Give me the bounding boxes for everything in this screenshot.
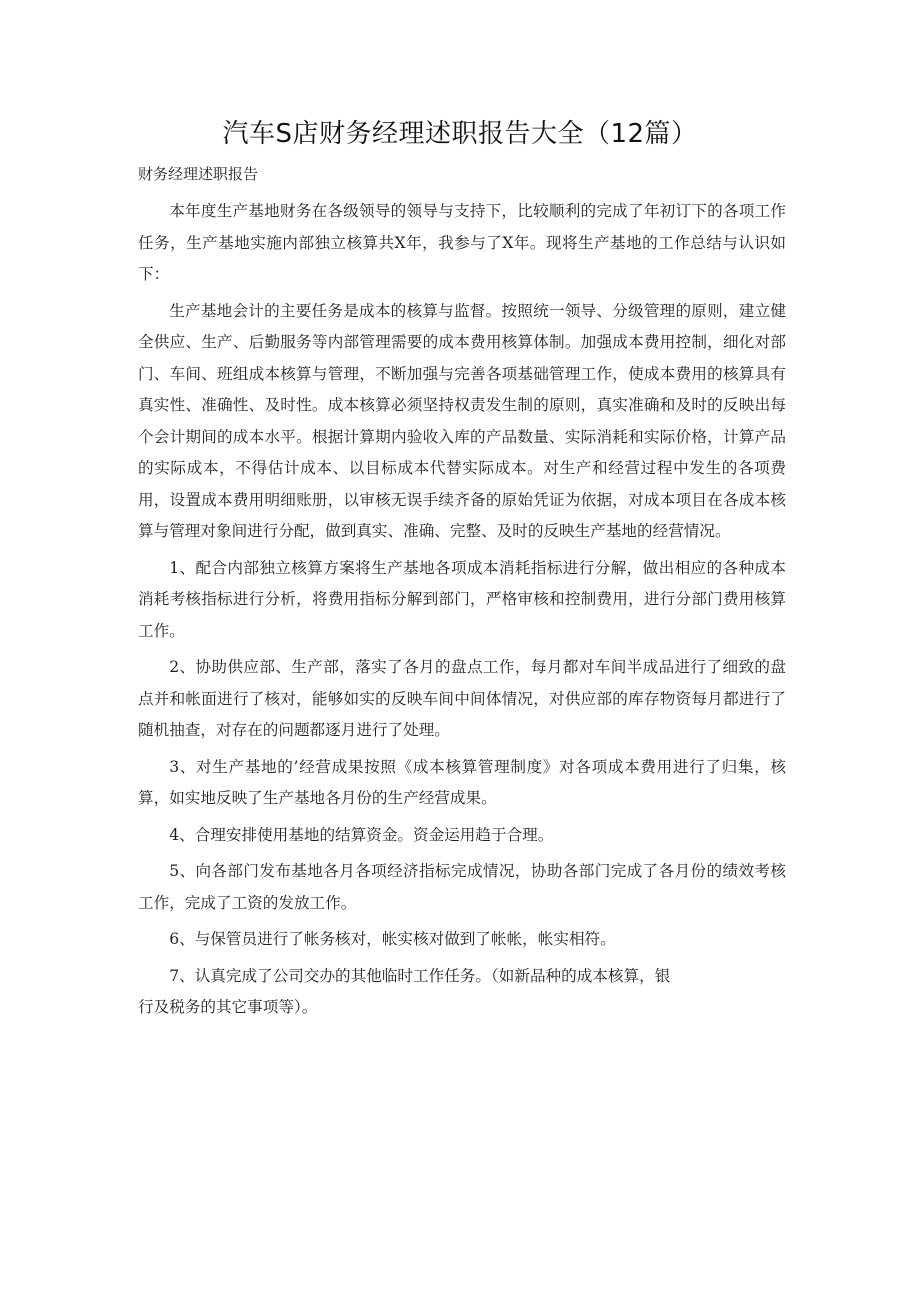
paragraph-item-4: 4、合理安排使用基地的结算资金。资金运用趋于合理。 <box>169 825 554 844</box>
paragraph-item-6: 6、与保管员进行了帐务核对，帐实核对做到了帐帐，帐实相符。 <box>169 930 616 948</box>
document-title: 汽车S店财务经理述职报告大全（12篇） <box>222 119 698 149</box>
paragraph-item-3: 3、对生产基地的’经营成果按照《成本核算管理制度》对各项成本费用进行了归集，核算，如实地反映了生产基地各月份的生产经营成果。 <box>138 757 786 807</box>
document-subtitle: 财务经理述职报告 <box>138 165 259 183</box>
document-body <box>138 196 786 1029</box>
paragraph-item-2: 2、协助供应部、生产部，落实了各月的盘点工作，每月都对车间半成品进行了细致的盘点并和帐面进行了核对，能够如实的反映车间中间体情况，对供应部的库存物资每月都进行了随机抽查，对存在的问题都逐月进行了处理。 <box>138 658 786 739</box>
paragraph-item-1: 1、配合内部独立核算方案将生产基地各项成本消耗指标进行分解，做出相应的各种成本消耗考核指标进行分析，将费用指标分解到部门，严格审核和控制费用，进行分部门费用核算工作。 <box>138 558 786 640</box>
paragraph-item-7 <box>138 961 786 1024</box>
paragraph-intro: 本年度生产基地财务在各级领导的领导与支持下，比较顺利的完成了年初订下的各项工作任务，生产基地实施内部独立核算共X年，我参与了X年。现将生产基地的工作总结与认识如下： <box>138 202 786 283</box>
paragraph-item-5: 5、向各部门发布基地各月各项经济指标完成情况，协助各部门完成了各月份的绩效考核工作，完成了工资的发放工作。 <box>138 862 786 912</box>
paragraph-accounting-tasks: 生产基地会计的主要任务是成本的核算与监督。按照统一领导、分级管理的原则，建立健全供应、生产、后勤服务等内部管理需要的成本费用核算体制。加强成本费用控制，细化对部门、车间、班组成本核算与管理，不断加强与完善各项基础管理工作，使成本费用的核算具有真实性、准确性、及时性。成本核算必须坚持权责发生制的原则，真实准确和及时的反映出每个会计期间的成本水平。根据计算期内验收入库的产品数量、实际消耗和实际价格，计算产品的实际成本，不得估计成本、以目标成本代替实际成本。对生产和经营过程中发生的各项费用，设置成本费用明细账册，以审核无误手续齐备的原始凭证为依据，对成本项目在各成本核算与管理对象间进行分配，做到真实、准确、完整、及时的反映生产基地的经营情况。 <box>138 301 786 540</box>
paragraph-item-7-line2: 行及税务的其它事项等）。 <box>138 998 318 1016</box>
paragraph-item-7-line1: 7、认真完成了公司交办的其他临时工作任务。（如新品种的成本核算，银 <box>169 966 671 985</box>
